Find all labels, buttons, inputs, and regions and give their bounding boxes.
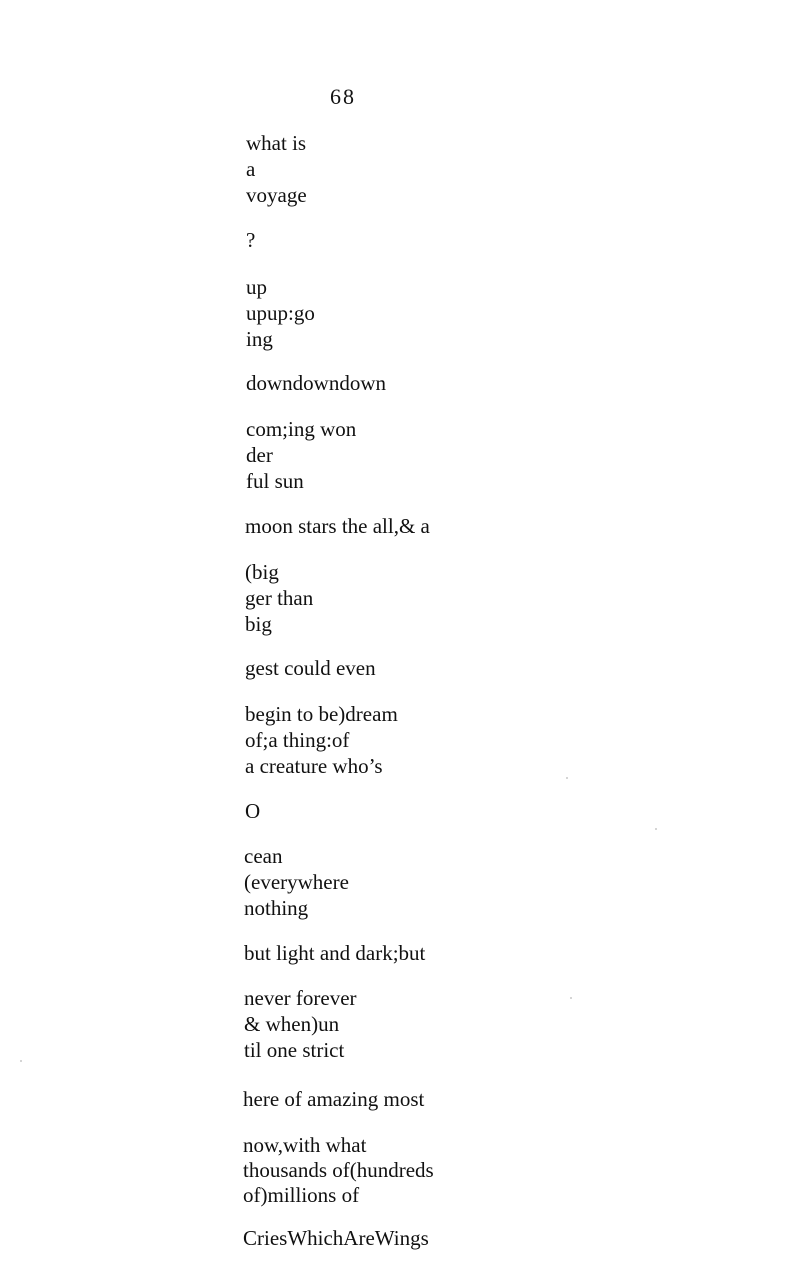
poem-line: CriesWhichAreWings [243,1226,429,1250]
poem-line: a [246,157,256,181]
poem-line: downdowndown [246,371,386,395]
poem-line: ing [246,327,273,351]
poem-line: up [246,275,267,299]
poem-line: never forever [244,986,357,1010]
poem-line: cean [244,844,283,868]
scan-speck [566,777,568,779]
poem-line: (everywhere [244,870,349,894]
poem-line: nothing [244,896,309,920]
poem-line: now,with what [243,1133,367,1157]
poem-line: what is [246,131,307,155]
poem-line: moon stars the all,& a [245,514,430,538]
poem-line: voyage [246,183,307,207]
scan-speck [20,1060,22,1062]
poem-line: & when)un [244,1012,340,1036]
poem-line: O [245,799,261,823]
poem-line: ? [246,228,256,252]
poem-line: thousands of(hundreds [243,1158,434,1182]
poem-line: til one strict [244,1038,345,1062]
scan-speck [655,828,657,830]
poem-line: here of amazing most [243,1087,425,1111]
poem-line: (big [245,560,279,584]
poem-line: ger than [245,586,314,610]
poem-line: big [245,612,272,636]
poem-line: com;ing won [246,417,357,441]
poem-line: ful sun [246,469,304,493]
poem-line: gest could even [245,656,376,680]
scan-speck [570,997,572,999]
poem-line: a creature who’s [245,754,383,778]
poem-line: upup:go [246,301,315,325]
poem-line: of;a thing:of [245,728,350,752]
poem-line: begin to be)dream [245,702,398,726]
poem-line: but light and dark;but [244,941,426,965]
poem-line: of)millions of [243,1183,360,1207]
poem-line: der [246,443,273,467]
page-number: 68 [330,84,356,109]
